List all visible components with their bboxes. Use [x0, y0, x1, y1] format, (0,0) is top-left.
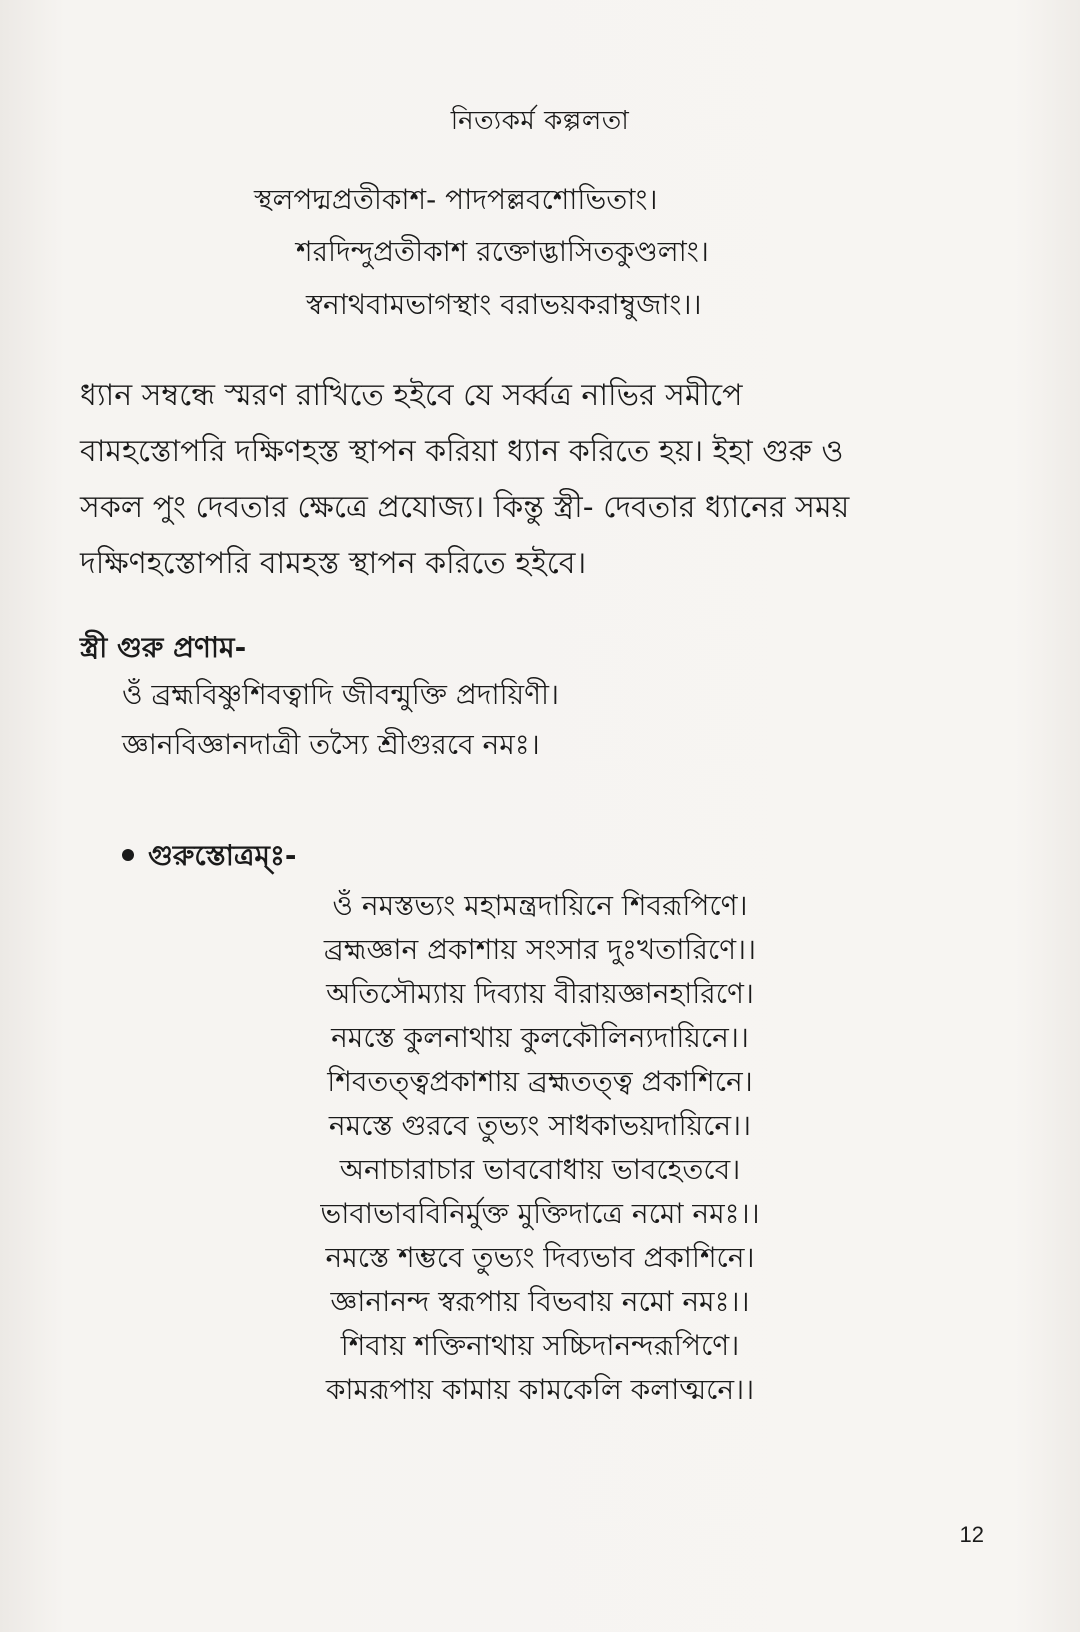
- pranam-line: জ্ঞানবিজ্ঞানদাত্রী তস্যৈ শ্রীগুরবে নমঃ।: [122, 728, 540, 761]
- prose-line: দক্ষিণহস্তোপরি বামহস্ত স্থাপন করিতে হইবে।: [80, 546, 587, 581]
- prose-line: সকল পুং দেবতার ক্ষেত্রে প্রযোজ্য। কিন্তু স্ত্রী- দেবতার ধ্যানের সময়: [80, 490, 850, 525]
- stotram-line: নমস্তে কুলনাথায় কুলকৌলিন্যদায়িনে।।: [331, 1021, 749, 1054]
- running-header: নিত্যকর্ম কল্পলতা: [450, 106, 630, 136]
- stotram-line: শিবতত্ত্বপ্রকাশায় ব্রহ্মতত্ত্ব প্রকাশিনে।: [327, 1065, 753, 1098]
- stotram-line: নমস্তে শম্ভবে তুভ্যং দিব্যভাব প্রকাশিনে।: [325, 1241, 755, 1274]
- verse-line: স্বনাথবামভাগস্থাং বরাভয়করাম্বুজাং।।: [306, 288, 702, 321]
- stotram-line: ব্রহ্মজ্ঞান প্রকাশায় সংসার দুঃখতারিণে।।: [323, 933, 757, 966]
- verse-line: শরদিন্দুপ্রতীকাশ রক্তোদ্ভাসিতকুণ্ডলাং।: [296, 235, 709, 268]
- page-number: 12: [959, 1522, 984, 1547]
- stotram-line: অতিসৌম্যায় দিব্যায় বীরায়জ্ঞানহারিণে।: [326, 977, 754, 1010]
- stotram-line: জ্ঞানানন্দ স্বরূপায় বিভবায় নমো নমঃ।।: [330, 1285, 750, 1318]
- stotram-line: অনাচারাচার ভাববোধায় ভাবহেতবে।: [339, 1153, 741, 1186]
- verse-line: স্থলপদ্মপ্রতীকাশ- পাদপল্লবশোভিতাং।: [254, 183, 658, 216]
- stotram-line: ভাবাভাববিনির্মুক্ত মুক্তিদাত্রে নমো নমঃ।।: [320, 1197, 760, 1230]
- stotram-line: ওঁ নমস্তভ্যং মহামন্ত্রদায়িনে শিবরূপিণে।: [332, 889, 748, 922]
- prose-line: ধ্যান সম্বন্ধে স্মরণ রাখিতে হইবে যে সর্ব্বত্র নাভির সমীপে: [80, 378, 743, 413]
- stotram-line: নমস্তে গুরবে তুভ্যং সাধকাভয়দায়িনে।।: [328, 1109, 752, 1142]
- stotram-line: শিবায় শক্তিনাথায় সচ্চিদানন্দরূপিণে।: [340, 1329, 740, 1362]
- section-heading-guru-pranam: স্ত্রী গুরু প্রণাম-: [80, 631, 247, 664]
- prose-line: বামহস্তোপরি দক্ষিণহস্ত স্থাপন করিয়া ধ্যান করিতে হয়। ইহা গুরু ও: [80, 434, 844, 469]
- stotram-line: কামরূপায় কামায় কামকেলি কলাত্মনে।।: [325, 1373, 755, 1406]
- section-heading-guru-stotram: গুরুস্তোত্রম্ঃ-: [148, 839, 297, 872]
- bullet-dot: [122, 849, 134, 861]
- pranam-line: ওঁ ব্রহ্মবিষ্ণুশিবত্বাদি জীবন্মুক্তি প্রদায়িণী।: [122, 678, 560, 711]
